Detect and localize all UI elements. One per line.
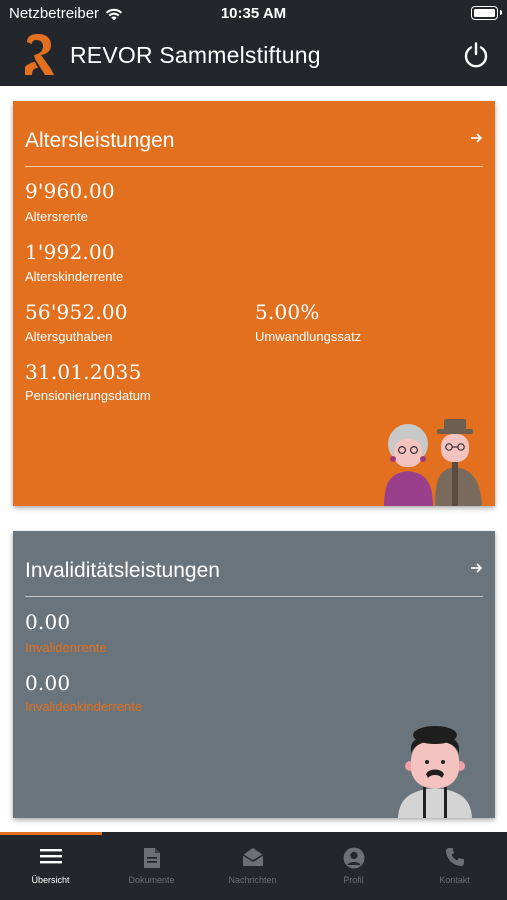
child-pension-value: 1'992.00 [25, 240, 115, 264]
retirement-pension-value: 9'960.00 [25, 179, 115, 203]
tab-documents[interactable] [101, 832, 202, 900]
tab-overview[interactable] [0, 832, 101, 900]
carrier-name: Netzbetreiber [9, 5, 100, 22]
retirement-card-header[interactable] [25, 127, 483, 167]
disability-pension-label: Invalidenrente [25, 640, 107, 655]
retirement-pension-label: Altersrente [25, 209, 88, 224]
child-pension-label: Alterskinderrente [25, 269, 124, 284]
disability-card-header[interactable] [25, 557, 483, 597]
retirement-card-title: Altersleistungen [25, 129, 175, 152]
man-illustration [393, 726, 477, 818]
profile-icon [343, 847, 365, 869]
bottom-tab-bar [0, 832, 507, 900]
document-icon [143, 847, 161, 869]
menu-icon [40, 847, 62, 865]
disability-benefits-card[interactable] [13, 531, 495, 818]
status-bar [0, 0, 507, 28]
retirement-assets-label: Altersguthaben [25, 329, 113, 344]
arrow-right-icon[interactable] [469, 561, 483, 575]
retirement-date-label: Pensionierungsdatum [25, 388, 151, 403]
disability-child-pension-label: Invalidenkinderrente [25, 699, 143, 714]
disability-card-title: Invaliditätsleistungen [25, 559, 220, 582]
power-icon[interactable] [462, 41, 490, 69]
conversion-rate-value: 5.00% [255, 300, 320, 324]
elderly-couple-illustration [381, 417, 486, 506]
disability-child-pension-value: 0.00 [25, 671, 71, 695]
envelope-open-icon [242, 847, 264, 867]
tab-messages[interactable] [202, 832, 303, 900]
tab-profile-label: Profil [343, 875, 364, 885]
retirement-date-value: 31.01.2035 [25, 360, 142, 384]
tab-documents-label: Dokumente [128, 875, 175, 885]
revor-logo-icon [23, 33, 55, 77]
app-title: REVOR Sammelstiftung [70, 42, 321, 68]
tab-overview-label: Übersicht [31, 875, 70, 885]
disability-pension-value: 0.00 [25, 610, 71, 634]
app-header [0, 28, 507, 86]
status-time: 10:35 AM [220, 5, 287, 22]
tab-messages-label: Nachrichten [228, 875, 277, 885]
tab-contact[interactable] [404, 832, 505, 900]
retirement-benefits-card[interactable] [13, 101, 495, 506]
tab-profile[interactable] [303, 832, 404, 900]
phone-icon [445, 847, 465, 867]
tab-contact-label: Kontakt [439, 875, 470, 885]
retirement-assets-value: 56'952.00 [25, 300, 128, 324]
arrow-right-icon[interactable] [469, 131, 483, 145]
battery-icon [471, 6, 498, 20]
conversion-rate-label: Umwandlungssatz [255, 329, 362, 344]
